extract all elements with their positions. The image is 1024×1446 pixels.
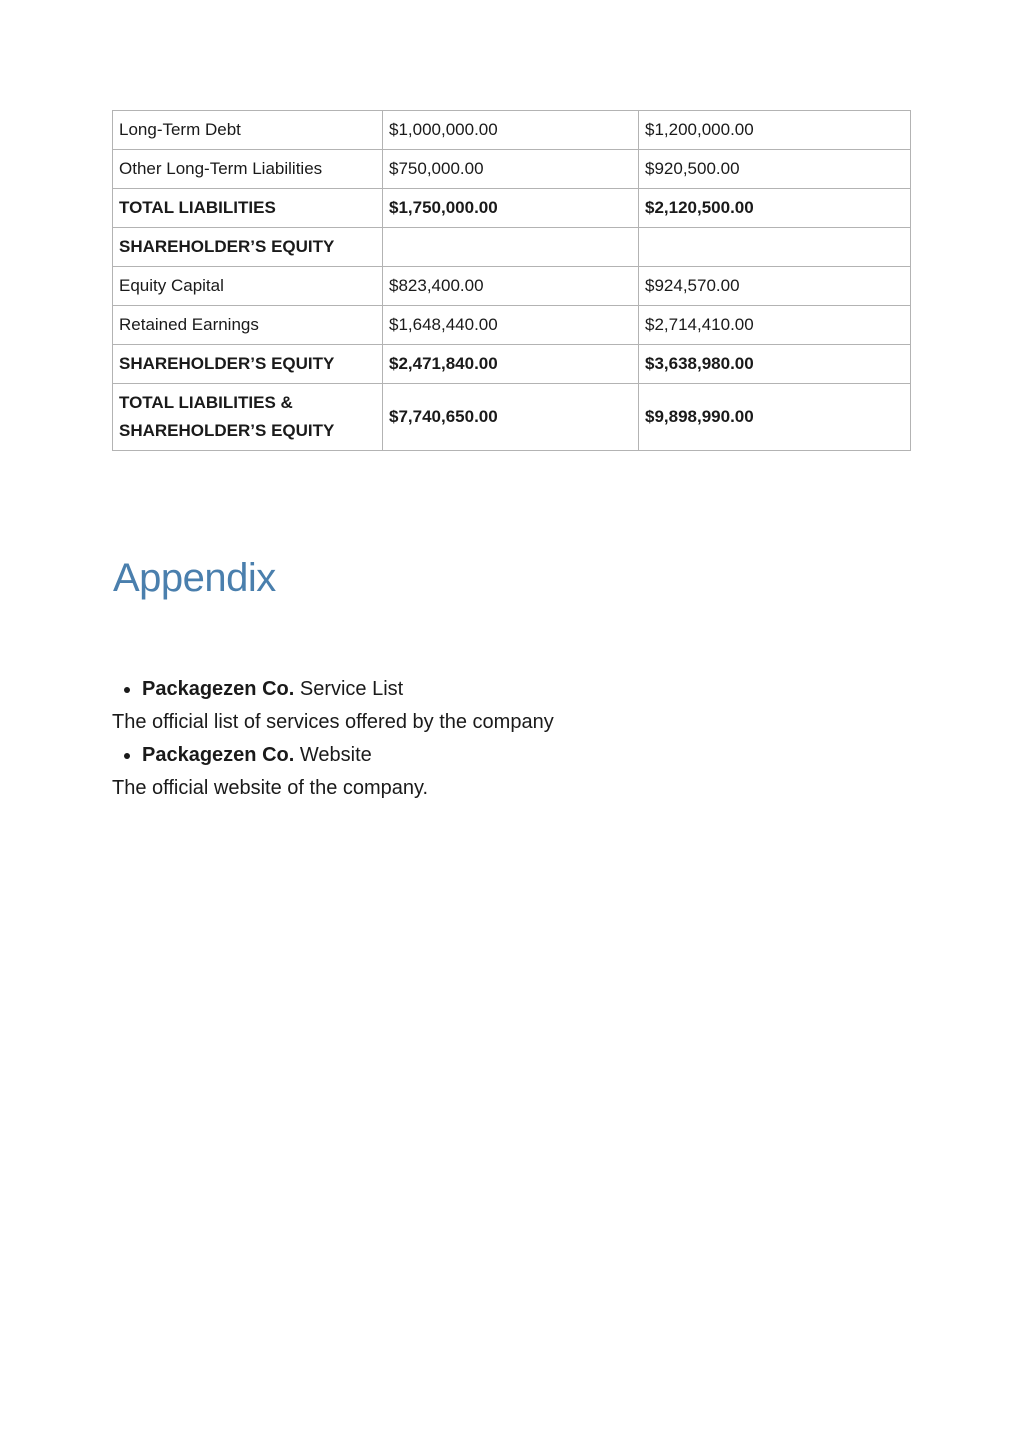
table-row [113,345,911,384]
appendix-heading: Appendix [113,556,276,600]
table-row [113,150,911,189]
value-cell: $3,638,980.00 [639,345,911,384]
value-cell: $924,570.00 [639,267,911,306]
appendix-list [112,673,892,805]
value-cell [639,228,911,267]
value-cell: $750,000.00 [383,150,639,189]
company-name: Packagezen Co. [142,744,295,766]
list-item [112,739,892,772]
value-cell: $1,750,000.00 [383,189,639,228]
value-cell: $2,471,840.00 [383,345,639,384]
value-cell: $7,740,650.00 [383,384,639,451]
row-label: SHAREHOLDER’S EQUITY [113,228,383,267]
value-cell: $920,500.00 [639,150,911,189]
item-description: The official list of services offered by the company [112,711,554,733]
row-label-line: TOTAL LIABILITIES & [119,393,293,412]
table-row [113,384,911,451]
row-label: Other Long-Term Liabilities [113,150,383,189]
table-row [113,111,911,150]
row-label: TOTAL LIABILITIES [113,189,383,228]
table-row [113,306,911,345]
value-cell: $2,714,410.00 [639,306,911,345]
value-cell: $1,200,000.00 [639,111,911,150]
value-cell: $823,400.00 [383,267,639,306]
value-cell [383,228,639,267]
row-label: Equity Capital [113,267,383,306]
row-label-line: SHAREHOLDER’S EQUITY [119,421,335,440]
table-row [113,228,911,267]
table-row [113,267,911,306]
value-cell: $1,000,000.00 [383,111,639,150]
row-label: SHAREHOLDER’S EQUITY [113,345,383,384]
row-label [113,384,383,451]
company-name: Packagezen Co. [142,678,295,700]
balance-sheet-table [112,110,911,451]
item-description: The official website of the company. [112,777,429,799]
value-cell: $9,898,990.00 [639,384,911,451]
list-item [112,673,892,706]
item-title: Website [299,744,372,766]
table-row [113,189,911,228]
item-title: Service List [299,678,404,700]
row-label: Retained Earnings [113,306,383,345]
value-cell: $1,648,440.00 [383,306,639,345]
value-cell: $2,120,500.00 [639,189,911,228]
row-label: Long-Term Debt [113,111,383,150]
